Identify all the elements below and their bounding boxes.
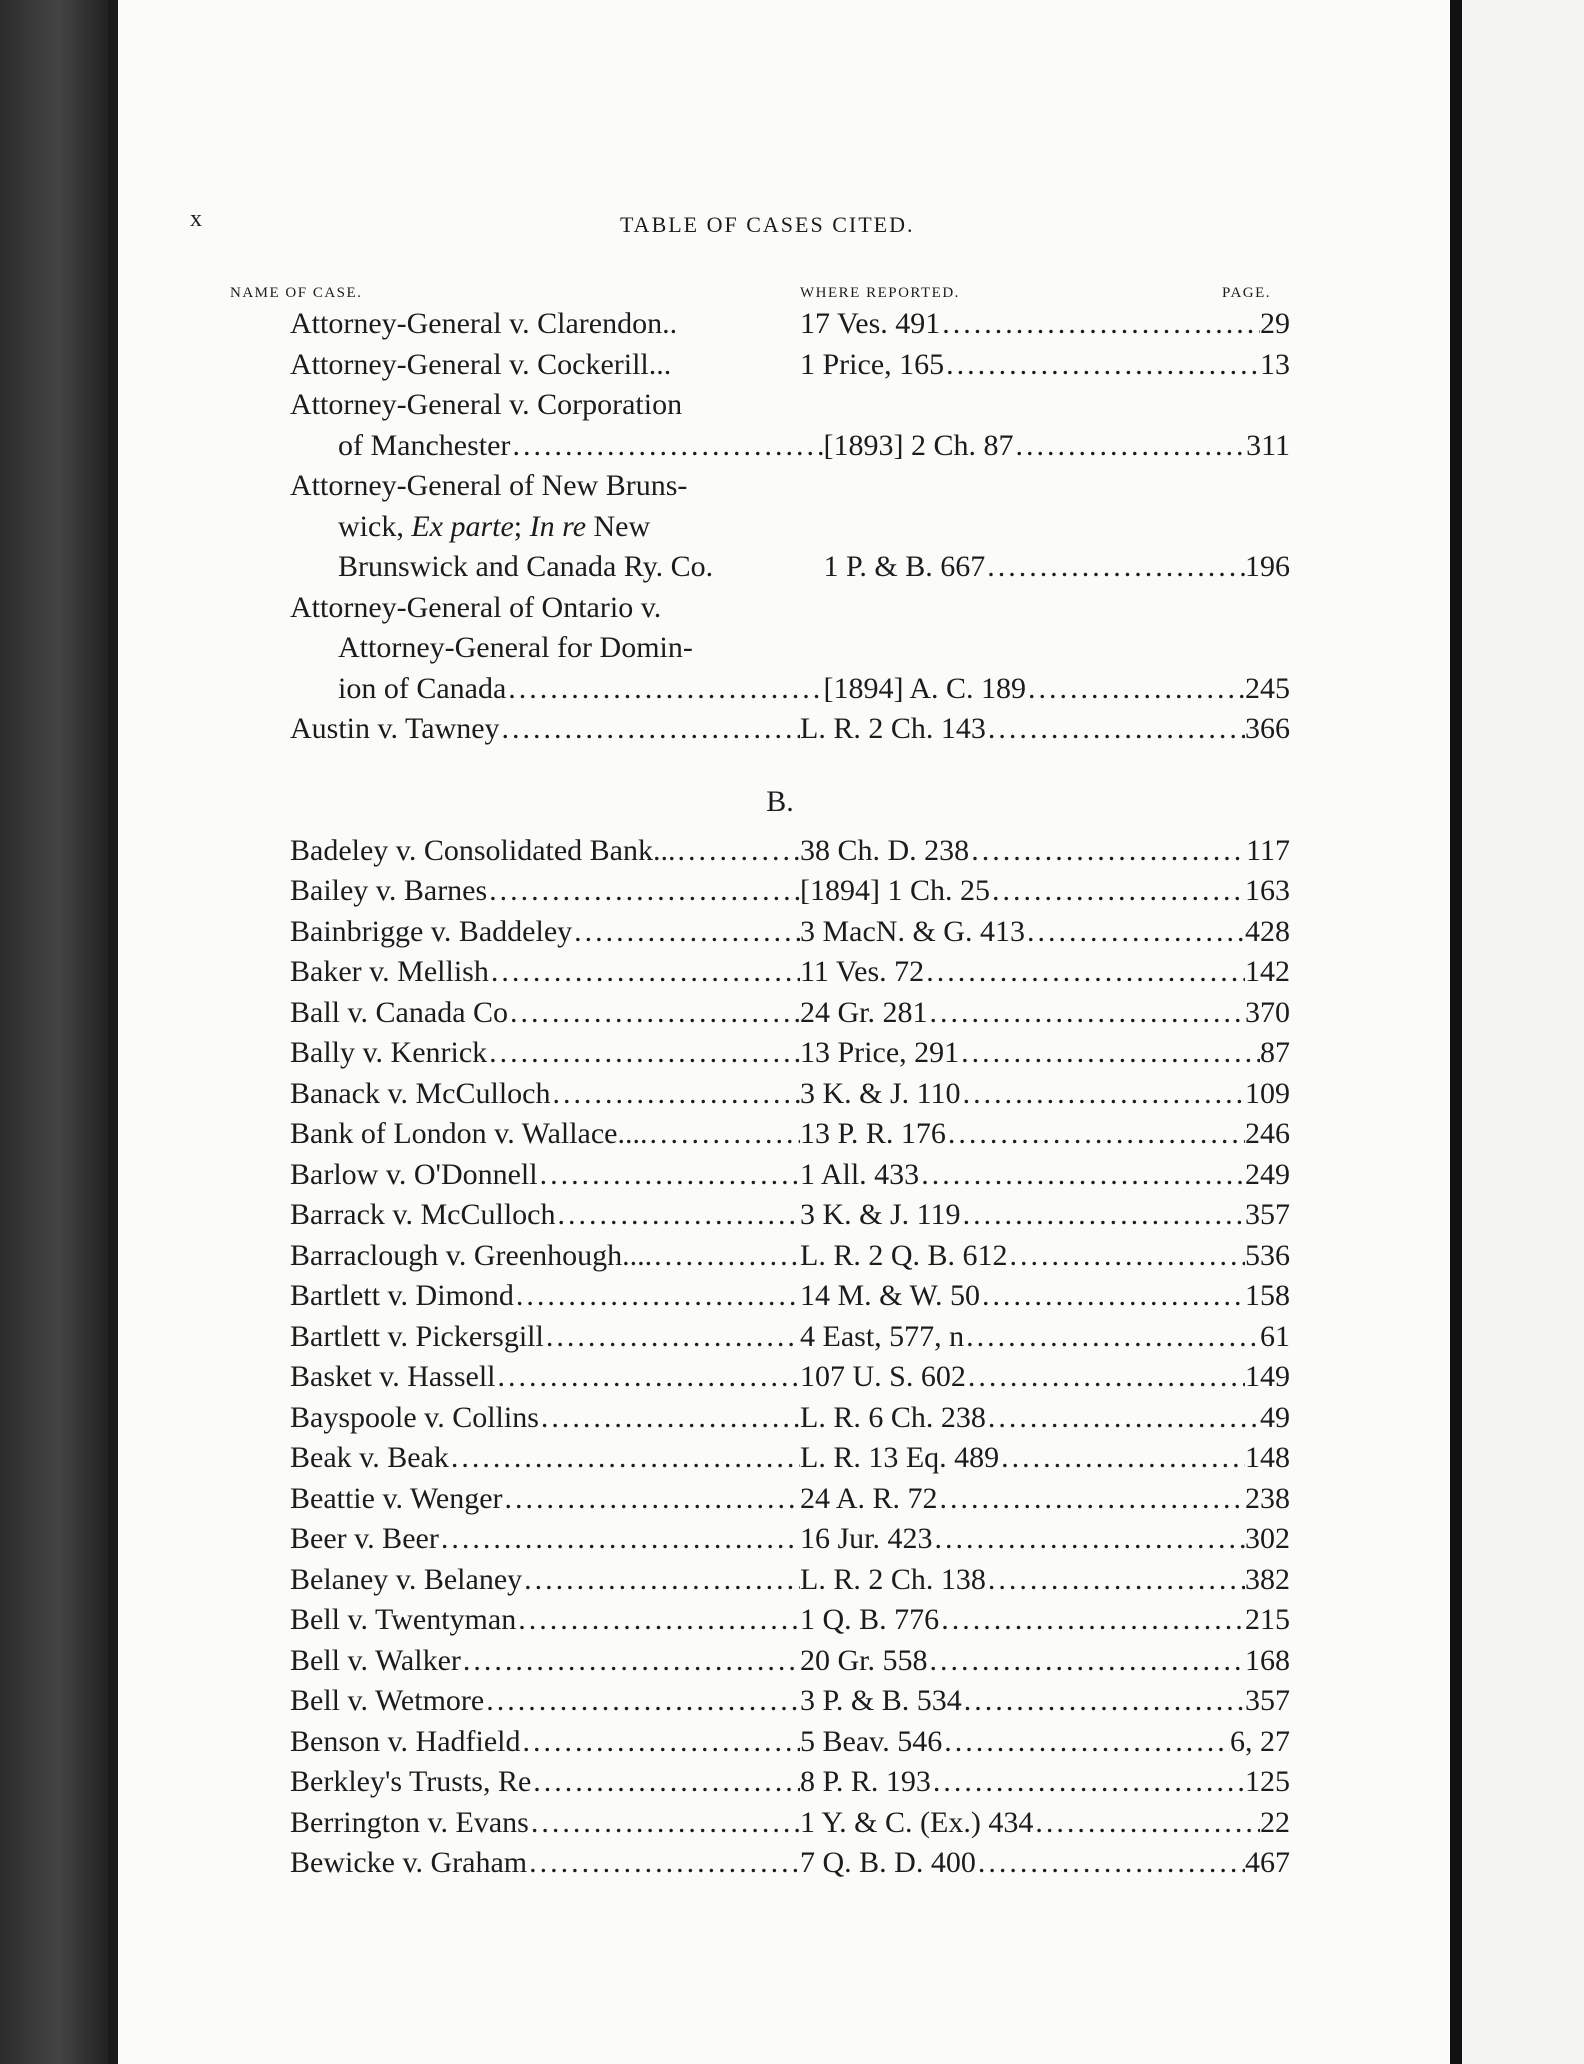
case-report: 14 M. & W. 50 [800,1279,981,1312]
case-report: 3 P. & B. 534 [800,1684,962,1717]
case-report: 11 Ves. 72 [800,955,925,988]
case-entry [290,1600,1290,1641]
leader-dots [986,709,1245,750]
leader-dots [521,1722,800,1763]
column-header-name: NAME OF CASE. [230,285,363,301]
leader-dots [484,1681,800,1722]
case-report: 3 K. & J. 110 [800,1076,961,1110]
case-report: 5 Beav. 546 [800,1724,943,1758]
leader-dots [1026,669,1245,710]
leader-dots [489,952,800,993]
case-report: 24 Gr. 281 [800,995,928,1029]
leader-dots [999,1438,1245,1479]
leader-dots [529,1803,800,1844]
case-report: 3 MacN. & G. 413 [800,914,1025,948]
case-name: Attorney-General v. Cockerill... [290,347,672,381]
case-name: Barrack v. McCulloch [290,1198,556,1231]
case-name: Attorney-General v. Corporation [290,388,683,421]
case-name: Belaney v. Belaney [290,1562,523,1596]
leader-dots [506,669,823,710]
case-page: 109 [1245,1076,1290,1110]
case-entry [290,1236,1290,1277]
case-name: Attorney-General of Ontario v. [290,590,662,624]
case-page: 215 [1245,1603,1290,1636]
case-page: 238 [1245,1481,1290,1515]
case-page: 428 [1245,914,1290,948]
case-report: L. R. 13 Eq. 489 [800,1441,1000,1474]
case-name: Benson v. Hadfield [290,1724,521,1758]
leader-dots [976,1843,1245,1884]
case-page: 148 [1245,1441,1290,1474]
leader-dots [648,1114,801,1155]
case-entry [290,1843,1290,1884]
leader-dots [539,1398,800,1439]
case-name: Bailey v. Barnes [290,874,488,907]
case-entry [290,1762,1290,1803]
leader-dots [961,1195,1245,1236]
leader-dots [508,993,800,1034]
case-entry [290,1641,1290,1682]
case-name: Bell v. Walker [290,1643,461,1677]
case-report: 38 Ch. D. 238 [800,833,970,867]
leader-dots [572,912,800,953]
case-report: 1 P. & B. 667 [823,550,986,583]
case-entry [290,426,1290,467]
case-report: [1894] A. C. 189 [823,671,1027,705]
leader-dots [985,547,1245,588]
leader-dots [964,1317,1260,1358]
case-name: Bell v. Wetmore [290,1684,485,1717]
case-report: L. R. 2 Ch. 138 [800,1562,986,1596]
case-report: 107 U. S. 602 [800,1360,966,1393]
leader-dots [439,1519,800,1560]
case-entry [290,1074,1290,1115]
leader-dots [531,1762,800,1803]
case-name: Ball v. Canada Co [290,995,509,1029]
case-page: 22 [1260,1805,1290,1839]
case-name: Bartlett v. Pickersgill [290,1319,544,1353]
case-entry-line [290,588,1290,629]
leader-dots [496,1357,800,1398]
leader-dots [944,345,1260,386]
leader-dots [487,871,800,912]
case-entry [290,1033,1290,1074]
case-report: 17 Ves. 491 [800,307,941,340]
leader-dots [551,1074,801,1115]
case-name: ion of Canada [338,671,507,705]
section-heading-b: B. [766,784,794,818]
leader-dots [939,1600,1245,1641]
leader-dots [980,1276,1245,1317]
case-name: Bally v. Kenrick [290,1036,488,1069]
case-entry [290,1114,1290,1155]
leader-dots [961,1074,1245,1115]
case-name: Baker v. Mellish [290,955,489,988]
facing-page-edge [1462,0,1584,2064]
leader-dots [1008,1236,1245,1277]
leader-dots [1025,912,1245,953]
leader-dots [938,1479,1245,1520]
case-name: Badeley v. Consolidated Bank... [290,833,676,867]
case-name: of Manchester [338,428,511,462]
leader-dots [928,1641,1246,1682]
case-entry-line [290,507,1290,548]
case-page: 13 [1260,347,1290,381]
case-entry [290,1722,1290,1763]
case-entry [290,1357,1290,1398]
leader-dots [522,1560,800,1601]
case-entry [290,669,1290,710]
case-name: Barraclough v. Greenhough.... [290,1238,653,1272]
case-report: 7 Q. B. D. 400 [800,1846,976,1879]
case-name: Banack v. McCulloch [290,1076,551,1110]
leader-dots [933,1519,1245,1560]
case-entry [290,1195,1290,1236]
case-report: L. R. 2 Ch. 143 [800,712,986,745]
case-entry [290,547,1290,588]
leader-dots [1014,426,1247,467]
leader-dots [924,952,1245,993]
case-entry [290,1560,1290,1601]
section-b-list [290,831,1290,1884]
case-entry [290,871,1290,912]
case-page: 163 [1245,874,1290,907]
case-report: 3 K. & J. 119 [800,1198,961,1231]
case-page: 245 [1245,671,1290,705]
case-page: 117 [1246,833,1290,867]
leader-dots [962,1681,1245,1722]
case-report: 8 P. R. 193 [800,1765,931,1798]
leader-dots [942,1722,1230,1763]
case-name: wick, Ex parte; In re New [338,509,651,543]
case-name: Beer v. Beer [290,1522,439,1555]
case-name: Bartlett v. Dimond [290,1279,514,1312]
case-report: 1 Q. B. 776 [800,1603,940,1636]
case-entry [290,1438,1290,1479]
case-entry [290,1317,1290,1358]
running-head: TABLE OF CASES CITED. [620,212,915,237]
case-entry-line [290,628,1290,669]
case-entry [290,1479,1290,1520]
leader-dots [986,1398,1260,1439]
case-name: Berrington v. Evans [290,1805,529,1839]
case-page: 370 [1245,995,1290,1029]
leader-dots [959,1033,1260,1074]
leader-dots [516,1600,800,1641]
case-name: Beattie v. Wenger [290,1481,503,1515]
case-name: Beak v. Beak [290,1441,449,1474]
case-entry [290,1519,1290,1560]
case-report: 4 East, 577, n [800,1319,965,1353]
case-report: L. R. 6 Ch. 238 [800,1400,986,1434]
case-report: 1 Y. & C. (Ex.) 434 [800,1805,1034,1839]
leader-dots [555,1195,800,1236]
leader-dots [969,831,1246,872]
leader-dots [527,1843,800,1884]
case-report: 1 All. 433 [800,1157,920,1191]
case-entry [290,1803,1290,1844]
case-report: [1894] 1 Ch. 25 [800,874,990,907]
case-entry [290,1681,1290,1722]
case-name: Attorney-General v. Clarendon.. [290,307,678,340]
leader-dots [487,1033,800,1074]
leader-dots [503,1479,800,1520]
leader-dots [919,1155,1245,1196]
page-gutter [1450,0,1462,2064]
case-page: 357 [1245,1198,1290,1231]
case-page: 142 [1245,955,1290,988]
case-entry [290,709,1290,750]
case-entry [290,1155,1290,1196]
case-name: Basket v. Hassell [290,1360,496,1393]
case-page: 249 [1245,1157,1290,1191]
case-entry-line [290,385,1290,426]
case-entry [290,831,1290,872]
case-page: 382 [1245,1562,1290,1596]
case-page: 149 [1245,1360,1290,1393]
book-binding [0,0,108,2064]
case-entry [290,993,1290,1034]
case-entry [290,1276,1290,1317]
case-name: Brunswick and Canada Ry. Co. [338,550,714,583]
case-name: Barlow v. O'Donnell [290,1157,538,1191]
case-entry [290,912,1290,953]
leader-dots [652,1236,800,1277]
case-entry [290,304,1290,345]
case-page: 311 [1246,428,1290,462]
case-page: 29 [1260,307,1290,340]
leader-dots [510,426,823,467]
column-header-where-reported: WHERE REPORTED. [800,285,960,301]
leader-dots [1033,1803,1260,1844]
case-report: L. R. 2 Q. B. 612 [800,1238,1008,1272]
case-name: Berkley's Trusts, Re [290,1765,532,1798]
leader-dots [966,1357,1245,1398]
case-page: 246 [1245,1117,1290,1150]
case-page: 536 [1245,1238,1290,1272]
case-report: [1893] 2 Ch. 87 [823,428,1014,462]
leader-dots [946,1114,1245,1155]
case-page: 467 [1245,1846,1290,1879]
case-name: Bank of London v. Wallace.... [290,1117,648,1150]
case-report: 13 Price, 291 [800,1036,960,1069]
case-entry [290,345,1290,386]
case-page: 61 [1260,1319,1290,1353]
case-report: 20 Gr. 558 [800,1643,928,1677]
case-page: 125 [1245,1765,1290,1798]
case-page: 87 [1260,1036,1290,1069]
case-report: 24 A. R. 72 [800,1481,938,1515]
column-header-page: PAGE. [1222,285,1272,301]
leader-dots [449,1438,800,1479]
leader-dots [676,831,801,872]
case-page: 196 [1245,550,1290,583]
leader-dots [461,1641,800,1682]
case-page: 158 [1245,1279,1290,1312]
case-report: 16 Jur. 423 [800,1522,933,1555]
leader-dots [940,304,1260,345]
case-name: Attorney-General of New Bruns- [290,469,688,502]
case-page: 302 [1245,1522,1290,1555]
cases-table [290,304,1290,1884]
page-number: x [190,206,203,232]
case-report: 13 P. R. 176 [800,1117,946,1150]
leader-dots [931,1762,1245,1803]
leader-dots [990,871,1245,912]
case-name: Bell v. Twentyman [290,1603,517,1636]
case-name: Austin v. Tawney [290,712,500,745]
case-name: Bayspoole v. Collins [290,1400,539,1434]
leader-dots [514,1276,800,1317]
case-entry [290,1398,1290,1439]
leader-dots [928,993,1246,1034]
case-page: 168 [1245,1643,1290,1677]
leader-dots [986,1560,1245,1601]
case-page: 366 [1245,712,1290,745]
case-name: Bainbrigge v. Baddeley [290,914,573,948]
case-name: Attorney-General for Domin- [338,631,693,664]
case-page: 49 [1260,1400,1290,1434]
case-name: Bewicke v. Graham [290,1846,528,1879]
case-entry [290,952,1290,993]
leader-dots [500,709,800,750]
case-entry-line [290,466,1290,507]
case-page: 357 [1245,1684,1290,1717]
case-page: 6, 27 [1230,1724,1290,1758]
case-report: 1 Price, 165 [800,347,945,381]
leader-dots [538,1155,800,1196]
leader-dots [544,1317,800,1358]
